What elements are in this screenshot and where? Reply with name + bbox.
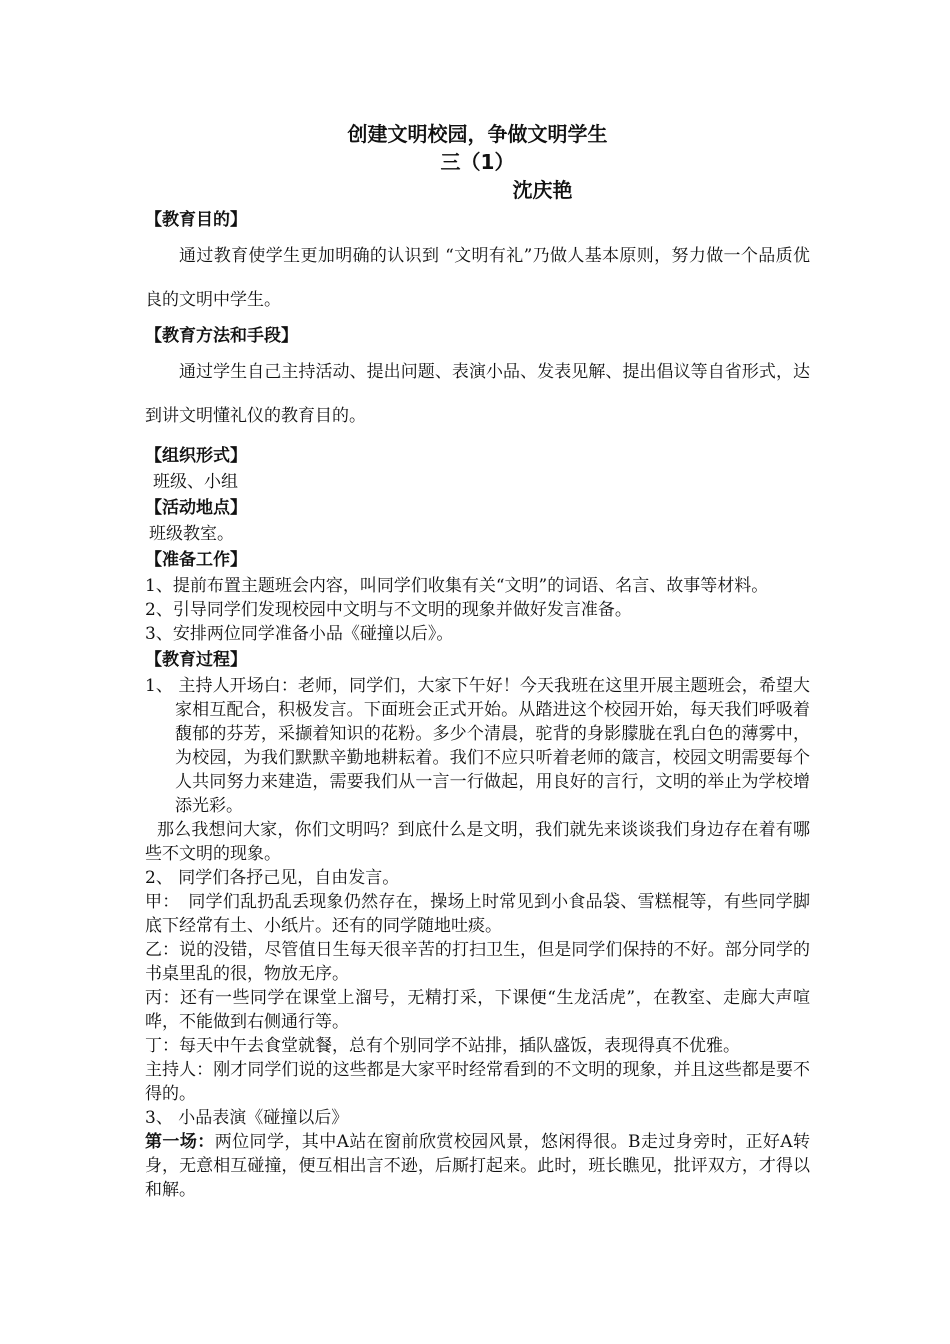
speaker-host: 主持人：刚才同学们说的这些都是大家平时经常看到的不文明的现象，并且这些都是要不得的。 <box>145 1060 810 1104</box>
process-item-1: 1、 主持人开场白：老师，同学们，大家下午好！今天我班在这里开展主题班会，希望大家相互配合，积极发言。下面班会正式开始。从踏进这个校园开始，每天我们呼吸着馥郁的芬芳，采撷着知识的花粉。多少个清晨，驼背的身影朦胧在乳白色的薄雾中，为校园，为我们默默辛勤地耕耘着。我们不应只听着老师的箴言，校园文明需要每个人共同努力来建造，需要我们从一言一行做起，用良好的言行，文明的举止为学校增添光彩。 <box>145 676 810 816</box>
speaker-jia: 甲： 同学们乱扔乱丢现象仍然存在，操场上时常见到小食品袋、雪糕棍等，有些同学脚底下经常有土、小纸片。还有的同学随地吐痰。 <box>145 892 810 936</box>
speaker-ding: 丁：每天中午去食堂就餐，总有个别同学不站排，插队盛饭，表现得真不优雅。 <box>145 1036 740 1056</box>
preparation-item-2: 2、引导同学们发现校园中文明与不文明的现象并做好发言准备。 <box>145 600 632 620</box>
preparation-item-1: 1、提前布置主题班会内容，叫同学们收集有关“文明”的词语、名言、故事等材料。 <box>145 576 769 596</box>
process-heading: 【教育过程】 <box>145 650 247 670</box>
purpose-heading: 【教育目的】 <box>145 210 247 230</box>
location-heading: 【活动地点】 <box>145 498 247 518</box>
speaker-bing: 丙：还有一些同学在课堂上溜号，无精打采，下课便“生龙活虎”，在教室、走廊大声喧哗，不能做到右侧通行等。 <box>145 988 810 1032</box>
scene-1 <box>145 1130 810 1202</box>
organization-heading: 【组织形式】 <box>145 446 247 466</box>
process-item-2: 2、 同学们各抒己见，自由发言。 <box>145 868 400 888</box>
process-question: 那么我想问大家，你们文明吗？到底什么是文明，我们就先来谈谈我们身边存在着有哪些不文明的现象。 <box>145 820 810 864</box>
methods-text: 通过学生自己主持活动、提出问题、表演小品、发表见解、提出倡议等自省形式，达到讲文明懂礼仪的教育目的。 <box>145 362 810 426</box>
speaker-yi: 乙：说的没错，尽管值日生每天很辛苦的打扫卫生，但是同学们保持的不好。部分同学的书桌里乱的很，物放无序。 <box>145 940 810 984</box>
author-name: 沈庆艳 <box>512 178 573 202</box>
scene-1-text: 两位同学，其中A站在窗前欣赏校园风景，悠闲得很。B走过身旁时，正好A转身，无意相互碰撞，便互相出言不逊，后厮打起来。此时，班长瞧见，批评双方，才得以和解。 <box>145 1132 811 1200</box>
location-text: 班级教室。 <box>149 524 234 544</box>
scene-1-lead: 第一场： <box>145 1132 215 1152</box>
process-item-3: 3、 小品表演《碰撞以后》 <box>145 1108 349 1128</box>
preparation-item-3: 3、安排两位同学准备小品《碰撞以后》。 <box>145 624 454 644</box>
preparation-heading: 【准备工作】 <box>145 550 247 570</box>
document-page <box>145 120 810 1202</box>
organization-text: 班级、小组 <box>153 472 238 492</box>
document-title: 创建文明校园，争做文明学生 <box>347 122 608 146</box>
methods-heading: 【教育方法和手段】 <box>145 326 298 346</box>
class-label: 三（1） <box>440 150 515 174</box>
purpose-text: 通过教育使学生更加明确的认识到 “文明有礼”乃做人基本原则，努力做一个品质优良的文明中学生。 <box>145 246 810 310</box>
